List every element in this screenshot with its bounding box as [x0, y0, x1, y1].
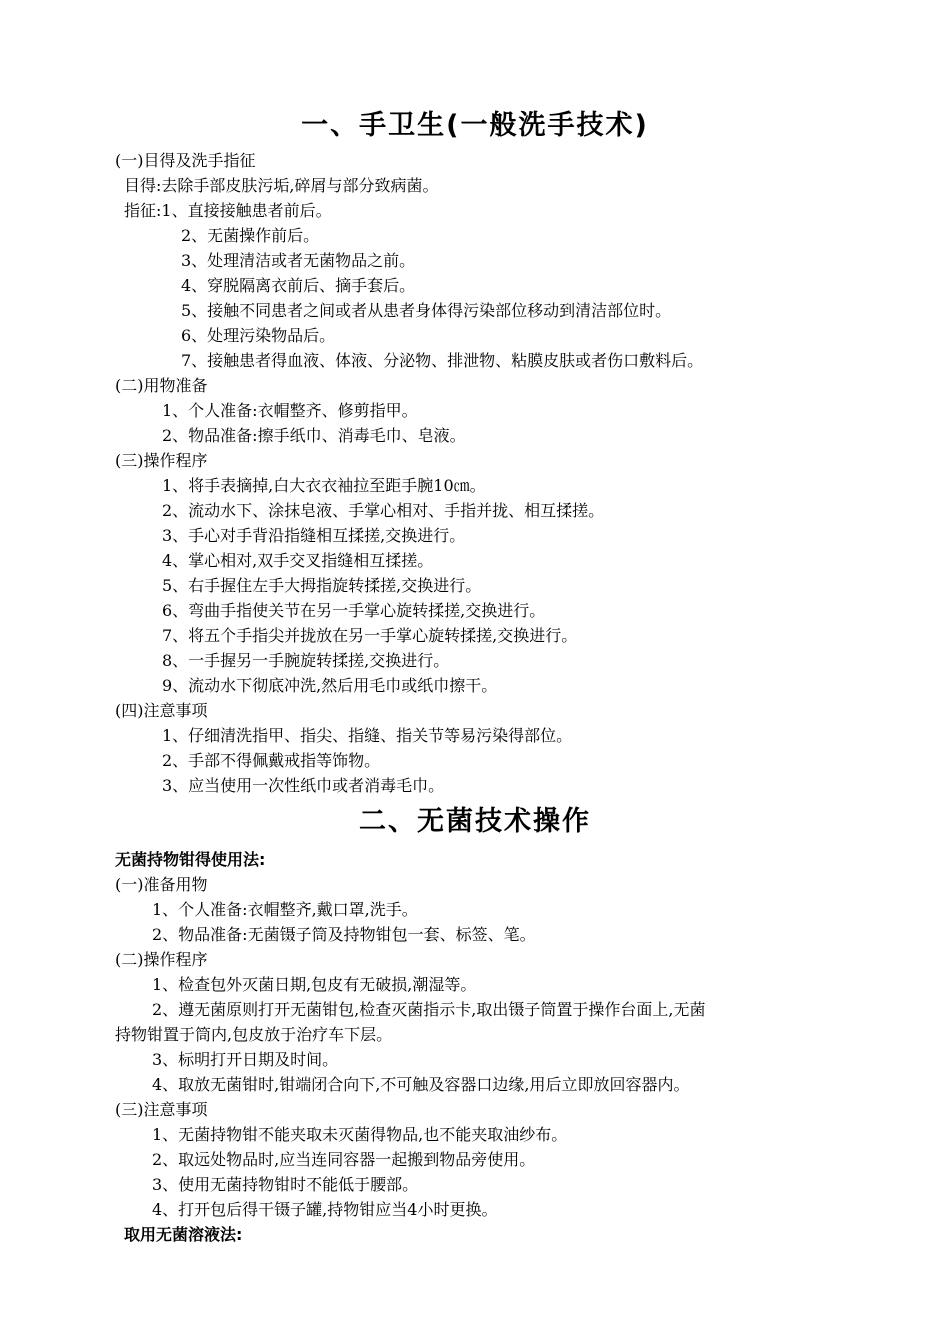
- list-item: 1、个人准备:衣帽整齐、修剪指甲。: [162, 401, 418, 420]
- list-item-continuation: 持物钳置于筒内,包皮放于治疗车下层。: [115, 1025, 393, 1044]
- indication-item: 6、处理污染物品后。: [181, 326, 336, 345]
- heading-precautions: (三)注意事项: [115, 1100, 208, 1119]
- list-item: 1、检查包外灭菌日期,包皮有无破损,潮湿等。: [152, 975, 477, 994]
- list-item: 3、手心对手背沿指缝相互揉搓,交换进行。: [162, 526, 466, 545]
- indication-item: 4、穿脱隔离衣前后、摘手套后。: [181, 276, 416, 295]
- subheading-sterile-solution: 取用无菌溶液法:: [124, 1225, 243, 1244]
- list-item: 7、将五个手指尖并拢放在另一手掌心旋转揉搓,交换进行。: [162, 626, 578, 645]
- heading-procedure: (二)操作程序: [115, 950, 208, 969]
- list-item: 1、仔细清洗指甲、指尖、指缝、指关节等易污染得部位。: [162, 726, 573, 745]
- list-item: 2、物品准备:无菌镊子筒及持物钳包一套、标签、笔。: [152, 925, 536, 944]
- list-item: 5、右手握住左手大拇指旋转揉搓,交换进行。: [162, 576, 482, 595]
- list-item: 1、将手表摘掉,白大衣衣袖拉至距手腕10㎝。: [162, 476, 486, 495]
- heading-precautions: (四)注意事项: [115, 701, 208, 720]
- list-item: 1、无菌持物钳不能夹取未灭菌得物品,也不能夹取油纱布。: [152, 1125, 568, 1144]
- heading-supplies: (二)用物准备: [115, 376, 208, 395]
- list-item: 9、流动水下彻底冲洗,然后用毛巾或纸巾擦干。: [162, 676, 498, 695]
- heading-preparation: (一)准备用物: [115, 875, 208, 894]
- purpose-text: 目得:去除手部皮肤污垢,碎屑与部分致病菌。: [124, 176, 439, 195]
- list-item: 2、手部不得佩戴戒指等饰物。: [162, 751, 381, 770]
- list-item: 4、取放无菌钳时,钳端闭合向下,不可触及容器口边缘,用后立即放回容器内。: [152, 1075, 690, 1094]
- list-item: 3、标明打开日期及时间。: [152, 1050, 339, 1069]
- list-item: 4、打开包后得干镊子罐,持物钳应当4小时更换。: [152, 1200, 498, 1219]
- list-item: 1、个人准备:衣帽整齐,戴口罩,洗手。: [152, 900, 418, 919]
- list-item: 4、掌心相对,双手交叉指缝相互揉搓。: [162, 551, 434, 570]
- heading-procedure: (三)操作程序: [115, 451, 208, 470]
- list-item: 2、遵无菌原则打开无菌钳包,检查灭菌指示卡,取出镊子筒置于操作台面上,无菌: [152, 1000, 706, 1019]
- indication-item: 5、接触不同患者之间或者从患者身体得污染部位移动到清洁部位时。: [181, 301, 672, 320]
- list-item: 2、物品准备:擦手纸巾、消毒毛巾、皂液。: [162, 426, 466, 445]
- indication-item: 3、处理清洁或者无菌物品之前。: [181, 251, 416, 270]
- list-item: 3、应当使用一次性纸巾或者消毒毛巾。: [162, 776, 445, 795]
- section-title-hand-hygiene: 一、手卫生(一般洗手技术): [301, 110, 649, 141]
- list-item: 8、一手握另一手腕旋转揉搓,交换进行。: [162, 651, 450, 670]
- list-item: 6、弯曲手指使关节在另一手掌心旋转揉搓,交换进行。: [162, 601, 546, 620]
- subheading-forceps: 无菌持物钳得使用法:: [115, 850, 266, 869]
- list-item: 2、流动水下、涂抹皂液、手掌心相对、手指并拢、相互揉搓。: [162, 501, 605, 520]
- heading-purpose-indications: (一)目得及洗手指征: [115, 151, 256, 170]
- section-title-aseptic: 二、无菌技术操作: [359, 806, 591, 837]
- indication-item: 7、接触患者得血液、体液、分泌物、排泄物、粘膜皮肤或者伤口敷料后。: [181, 351, 704, 370]
- list-item: 3、使用无菌持物钳时不能低于腰部。: [152, 1175, 419, 1194]
- list-item: 2、取远处物品时,应当连同容器一起搬到物品旁使用。: [152, 1150, 536, 1169]
- indication-item: 指征:1、直接接触患者前后。: [124, 201, 332, 220]
- indication-item: 2、无菌操作前后。: [181, 226, 320, 245]
